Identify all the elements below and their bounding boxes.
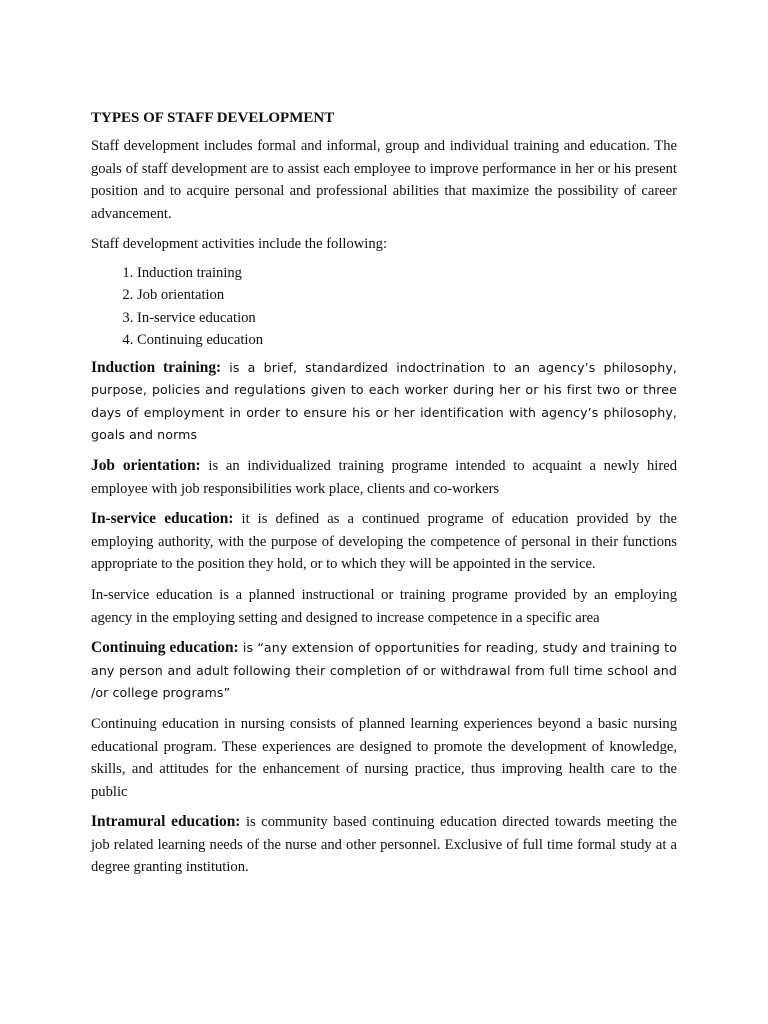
induction-training-text: is a brief, standardized indoctrination to an agency’s philosophy, purpose, policies and regulations given to each worker during her or his first two or three days of employment in order to ensure his or her identification with agency’s philosophy, goals and norms — [91, 359, 678, 443]
in-service-education-paragraph-2: In-service education is a planned instructional or training programe provided by an employing agency in the employing setting and designed to increase competence in a specific area — [91, 586, 677, 626]
list-item: 4. Continuing education — [137, 329, 677, 351]
continuing-education-text: is “any extension of opportunities for reading, study and training to any person and adult following their completion of or withdrawal from full time school and /or college programs” — [91, 640, 678, 701]
intramural-education-paragraph — [91, 811, 677, 879]
intramural-education-term: Intramural education: — [91, 813, 241, 831]
induction-training-term: Induction training: — [91, 358, 222, 376]
list-item: 1. Induction training — [137, 262, 677, 284]
in-service-education-term: In-service education: — [91, 510, 234, 528]
in-service-education-paragraph — [91, 508, 677, 576]
job-orientation-term: Job orientation: — [91, 456, 201, 474]
job-orientation-text: is an individualized training programe intended to acquaint a newly hired employee with job responsibilities work place, clients and co-workers — [91, 457, 678, 497]
list-item: 3. In-service education — [137, 307, 677, 329]
list-item: 2. Job orientation — [137, 284, 677, 306]
continuing-education-paragraph — [91, 637, 677, 705]
induction-training-paragraph — [91, 357, 677, 447]
document-title: TYPES OF STAFF DEVELOPMENT — [91, 110, 335, 126]
document-page — [91, 108, 677, 887]
intramural-education-text: is community based continuing education directed towards meeting the job related learning needs of the nurse and other personnel. Exclusive of full time formal study at a degree granting institution. — [91, 814, 677, 876]
intro-paragraph: Staff development includes formal and informal, group and individual training and education. The goals of staff development are to assist each employee to improve performance in her or his present position and to acquire personal and professional abilities that maximize the possibility of career advancement. — [91, 138, 677, 222]
activities-list — [91, 262, 677, 352]
activities-intro: Staff development activities include the following: — [91, 236, 387, 253]
continuing-education-paragraph-2: Continuing education in nursing consists of planned learning experiences beyond a basic nursing educational program. These experiences are designed to promote the development of knowledge, skills, and attitudes for the enhancement of nursing practice, thus improving health care to the public — [91, 715, 677, 800]
continuing-education-term: Continuing education: — [91, 639, 239, 657]
job-orientation-paragraph — [91, 455, 677, 500]
in-service-education-text: it is defined as a continued programe of education provided by the employing authority, with the purpose of developing the competence of personal in their functions appropriate to the position they hold, or to which they will be appointed in the service. — [91, 511, 677, 573]
